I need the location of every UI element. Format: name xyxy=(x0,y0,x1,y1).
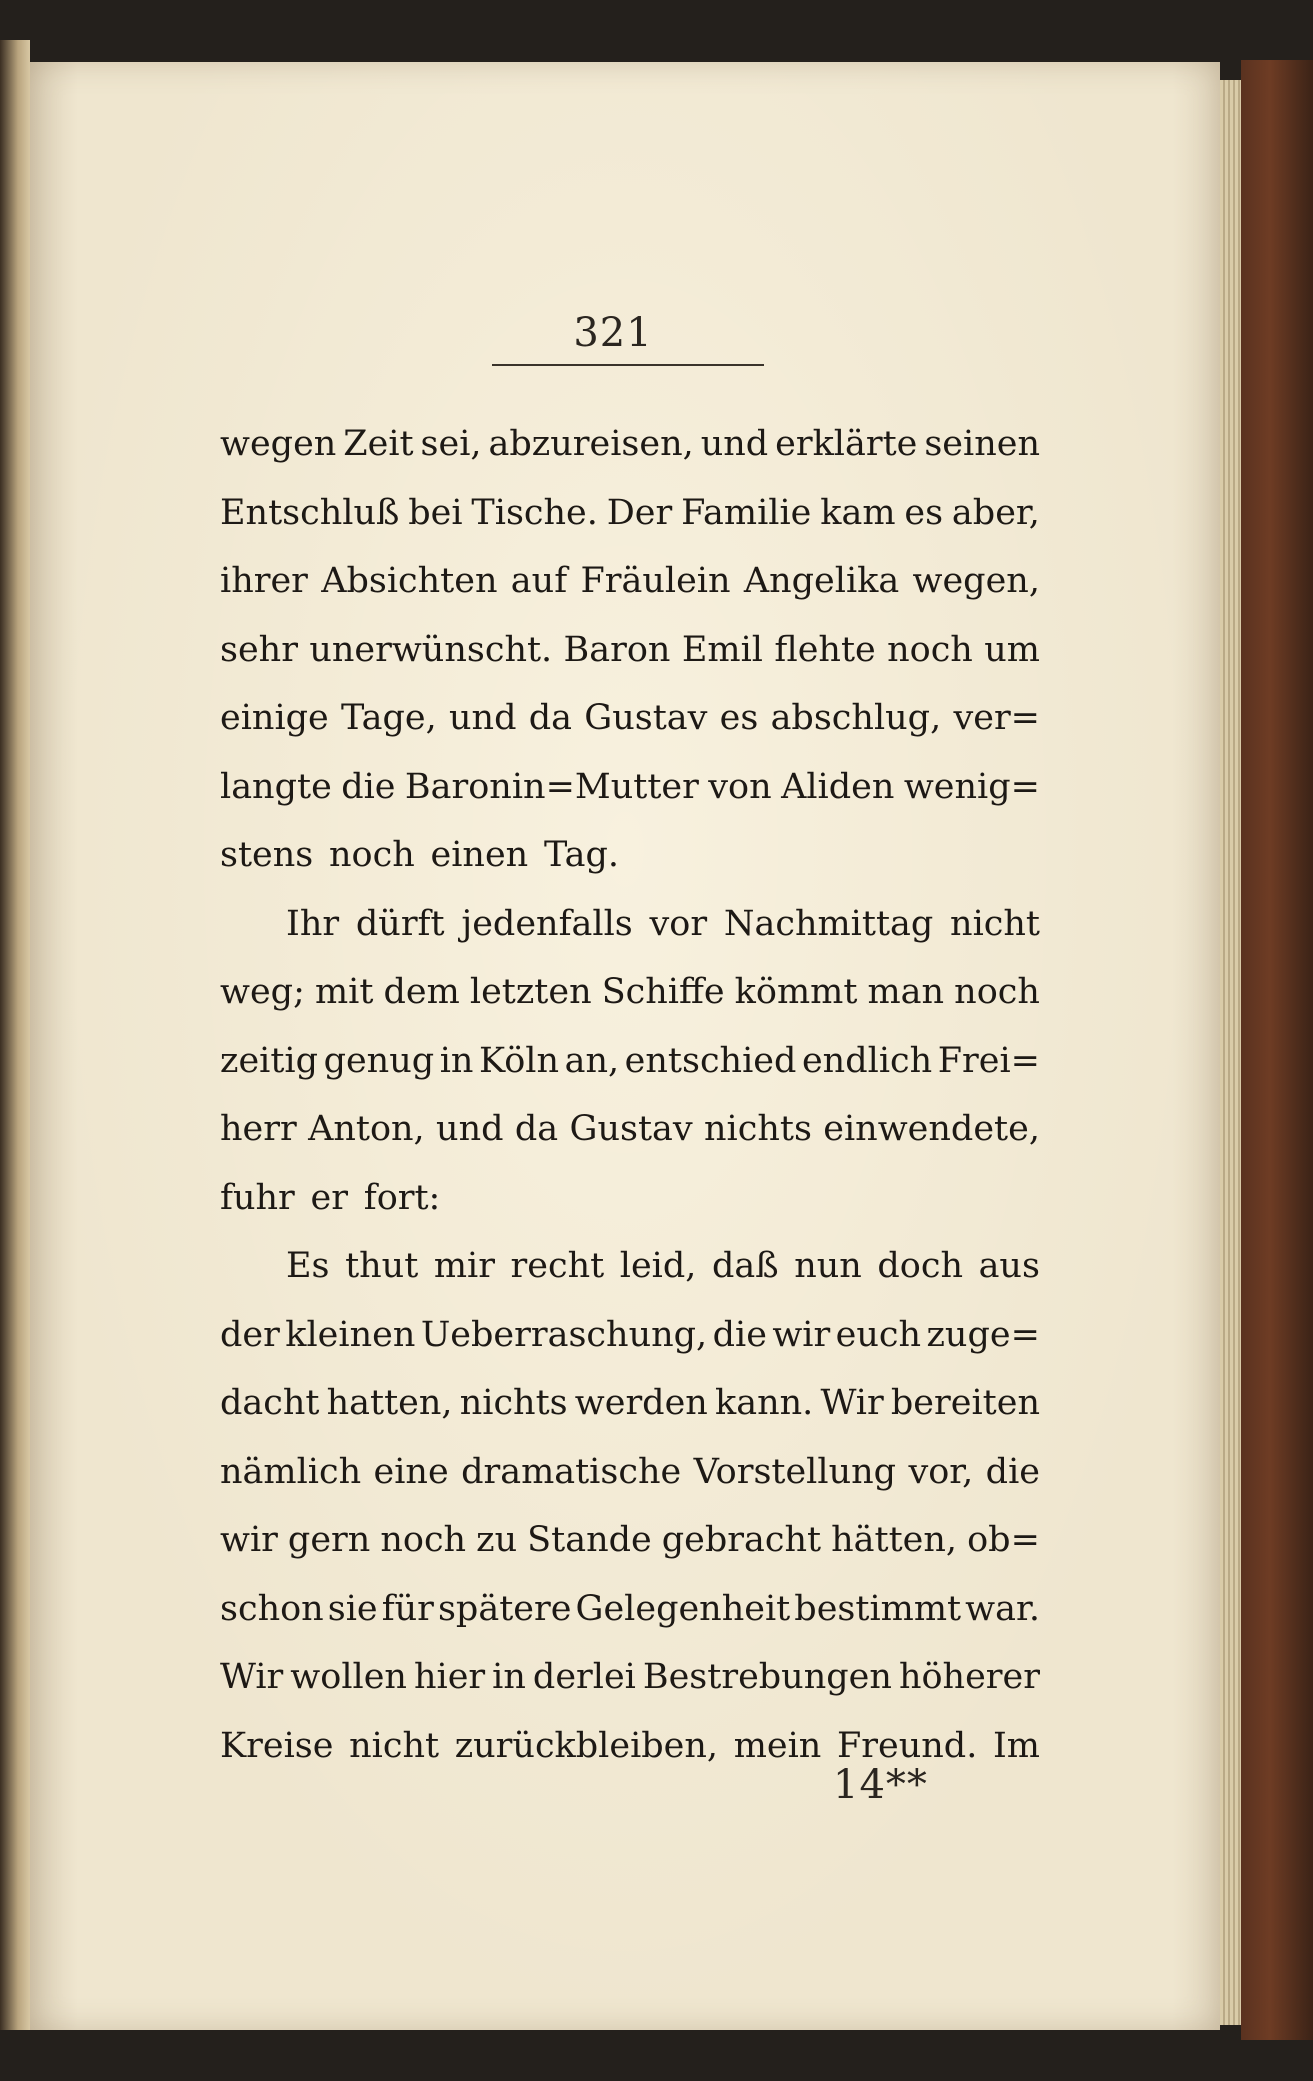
word: man xyxy=(867,972,945,1012)
word: Angelika xyxy=(743,561,900,601)
word: Emil xyxy=(681,629,763,670)
word: die xyxy=(985,1451,1040,1492)
word: Tische. xyxy=(471,492,598,533)
word: recht xyxy=(510,1246,605,1286)
word: und xyxy=(448,698,517,738)
word: nicht xyxy=(349,1725,440,1766)
word: Wir xyxy=(820,1383,884,1423)
word: auf xyxy=(510,561,568,601)
word: nichts xyxy=(704,1109,812,1149)
word: nicht xyxy=(950,903,1040,944)
word: nun xyxy=(794,1246,862,1286)
word: es xyxy=(904,492,944,533)
word: zu xyxy=(476,1520,518,1560)
word: da xyxy=(528,698,572,738)
word: kam xyxy=(820,492,896,533)
word: thut xyxy=(345,1246,419,1286)
word: wegen xyxy=(220,424,337,464)
text-line xyxy=(220,684,1040,753)
word: seinen xyxy=(924,424,1040,464)
word: noch xyxy=(887,629,973,670)
word: Zeit xyxy=(343,424,414,464)
word: nichts xyxy=(459,1383,568,1423)
word: leid, xyxy=(619,1246,697,1286)
word: stens xyxy=(220,835,314,875)
body-text xyxy=(220,410,1040,1780)
word: hätten, xyxy=(831,1520,958,1560)
word: vor xyxy=(649,903,708,944)
word: kömmt xyxy=(734,972,858,1012)
word: Baronin=Mutter xyxy=(404,766,699,807)
word: herr xyxy=(220,1109,297,1149)
text-line xyxy=(220,410,1040,479)
word: wir xyxy=(772,1314,831,1355)
text-line xyxy=(220,753,1040,822)
word: kleinen xyxy=(285,1314,416,1355)
word: Nachmittag xyxy=(723,903,934,944)
book-page xyxy=(30,62,1220,2030)
word: ihrer xyxy=(220,561,308,601)
word: vor, xyxy=(908,1451,974,1492)
word: doch xyxy=(877,1246,963,1286)
word: entschied xyxy=(624,1040,797,1081)
word: dacht xyxy=(220,1383,320,1423)
word: wollen xyxy=(290,1657,407,1697)
word: Gelegenheit xyxy=(575,1588,791,1629)
word: abschlug, xyxy=(770,698,942,738)
word: schon xyxy=(220,1588,324,1629)
word: noch xyxy=(954,972,1040,1012)
text-line xyxy=(220,1232,1040,1301)
word: Entschluß xyxy=(220,492,400,533)
word: Ueberraschung, xyxy=(420,1314,708,1355)
word: Absichten xyxy=(321,561,498,601)
book-cover-edge xyxy=(1241,60,1313,2040)
word: spätere xyxy=(437,1588,572,1629)
word: Familie xyxy=(681,492,812,533)
word: genug xyxy=(323,1040,435,1081)
word: einige xyxy=(220,698,329,738)
word: abzureisen, xyxy=(488,424,694,464)
word: Vorstellung xyxy=(693,1451,897,1492)
word: Kreise xyxy=(220,1725,334,1766)
word: langte xyxy=(220,766,332,807)
word: euch xyxy=(835,1314,922,1355)
word: er xyxy=(310,1177,348,1218)
word: sei, xyxy=(420,424,482,464)
word: aber, xyxy=(951,492,1040,533)
word: wenig= xyxy=(903,766,1040,807)
page-number: 321 xyxy=(573,310,653,356)
word: gern xyxy=(287,1520,371,1560)
word: Gustav xyxy=(569,1109,693,1149)
word: flehte xyxy=(774,629,876,670)
text-line xyxy=(220,1369,1040,1438)
word: in xyxy=(439,1040,474,1081)
word: Fräulein xyxy=(580,561,731,601)
word: zeitig xyxy=(220,1040,319,1081)
word: gebracht xyxy=(661,1520,822,1560)
word: fuhr xyxy=(220,1177,295,1218)
word: dürft xyxy=(355,903,445,944)
word: dramatische xyxy=(461,1451,682,1492)
word: einen xyxy=(430,835,529,875)
word: endlich xyxy=(801,1040,933,1081)
word: zuge= xyxy=(926,1314,1040,1355)
word: werden xyxy=(574,1383,708,1423)
word: Köln xyxy=(479,1040,560,1081)
word: da xyxy=(514,1109,559,1149)
word: derlei xyxy=(532,1657,636,1697)
book-spine xyxy=(0,40,30,2030)
word: mein xyxy=(733,1725,822,1766)
word: Tage, xyxy=(341,698,437,738)
word: und xyxy=(436,1109,504,1149)
word: zurückbleiben, xyxy=(454,1725,719,1766)
word: mit xyxy=(314,972,374,1012)
text-line xyxy=(220,1164,1040,1233)
word: jedenfalls xyxy=(461,903,633,944)
word: es xyxy=(719,698,759,738)
text-line xyxy=(220,1301,1040,1370)
word: bestimmt xyxy=(794,1588,962,1629)
word: Im xyxy=(992,1725,1040,1766)
word: dem xyxy=(383,972,460,1012)
text-line xyxy=(220,479,1040,548)
word: wegen, xyxy=(912,561,1040,601)
word: ver= xyxy=(953,698,1040,738)
word: hier xyxy=(413,1657,486,1697)
text-line xyxy=(220,1438,1040,1507)
word: Tag. xyxy=(543,835,619,875)
text-line xyxy=(220,547,1040,616)
word: um xyxy=(984,629,1040,670)
word: Frei= xyxy=(937,1040,1040,1081)
text-line xyxy=(220,1027,1040,1096)
word: letzten xyxy=(469,972,592,1012)
word: war. xyxy=(965,1588,1040,1629)
word: Es xyxy=(286,1246,330,1286)
word: hatten, xyxy=(326,1383,453,1423)
word: unerwünscht. xyxy=(309,629,553,670)
word: fort: xyxy=(363,1177,441,1218)
word: von xyxy=(708,766,772,807)
word: für xyxy=(381,1588,434,1629)
word: Aliden xyxy=(781,766,895,807)
word: erklärte xyxy=(775,424,918,464)
word: Bestrebungen xyxy=(642,1657,892,1697)
text-line xyxy=(220,821,1040,890)
word: nämlich xyxy=(220,1451,362,1492)
text-line xyxy=(220,958,1040,1027)
word: an, xyxy=(564,1040,620,1081)
word: und xyxy=(700,424,769,464)
word: Baron xyxy=(563,629,671,670)
word: bei xyxy=(408,492,463,533)
text-line xyxy=(220,1643,1040,1712)
word: Wir xyxy=(220,1657,284,1697)
word: eine xyxy=(373,1451,449,1492)
text-line xyxy=(220,1095,1040,1164)
word: sie xyxy=(327,1588,378,1629)
word: Stande xyxy=(527,1520,652,1560)
word: Freund. xyxy=(836,1725,978,1766)
word: noch xyxy=(380,1520,467,1560)
word: Gustav xyxy=(584,698,708,738)
header-rule xyxy=(492,364,764,366)
text-line xyxy=(220,1575,1040,1644)
printer-signature: 14** xyxy=(833,1762,928,1808)
word: in xyxy=(492,1657,526,1697)
word: höherer xyxy=(898,1657,1040,1697)
word: aus xyxy=(978,1246,1040,1286)
word: der xyxy=(220,1314,280,1355)
word: die xyxy=(712,1314,767,1355)
word: noch xyxy=(329,835,415,875)
text-line xyxy=(220,616,1040,685)
word: bereiten xyxy=(890,1383,1040,1423)
word: ob= xyxy=(967,1520,1040,1560)
text-line xyxy=(220,890,1040,959)
word: Anton, xyxy=(308,1109,425,1149)
word: die xyxy=(341,766,396,807)
word: weg; xyxy=(220,972,305,1012)
word: einwendete, xyxy=(823,1109,1040,1149)
word: Ihr xyxy=(286,903,340,944)
text-line xyxy=(220,1506,1040,1575)
word: sehr xyxy=(220,629,298,670)
word: Der xyxy=(606,492,673,533)
word: mir xyxy=(433,1246,495,1286)
word: Schiffe xyxy=(601,972,725,1012)
word: kann. xyxy=(715,1383,814,1423)
word: daß xyxy=(711,1246,779,1286)
word: wir xyxy=(220,1520,278,1560)
